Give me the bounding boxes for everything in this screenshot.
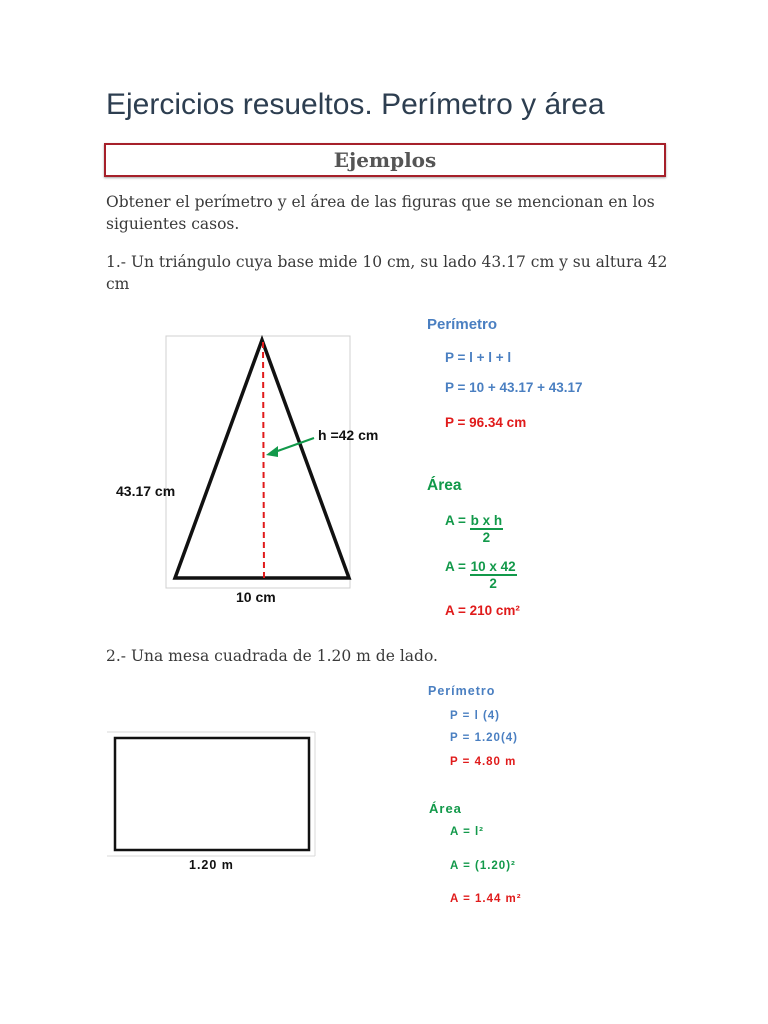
ex1-perimetro-formula: P = l + l + l — [445, 350, 512, 365]
example2-statement: 2.- Una mesa cuadrada de 1.20 m de lado. — [106, 647, 438, 665]
ex1-area-substitution — [445, 559, 517, 592]
ex1-area-heading: Área — [427, 477, 462, 494]
section-heading: Ejemplos — [333, 148, 437, 172]
section-heading-box — [104, 143, 666, 177]
triangle-base-label: 10 cm — [236, 589, 276, 605]
ex1-area-numerator: b x h — [470, 513, 503, 528]
triangle-height-line — [263, 342, 264, 578]
ex1-area-result: A = 210 cm² — [445, 603, 520, 618]
triangle-image-frame — [166, 336, 350, 588]
ex2-area-formula: A = l² — [450, 826, 485, 838]
ex1-area-sub-denominator: 2 — [489, 576, 497, 591]
ex1-area-substitution-prefix: A = — [445, 559, 470, 574]
ex1-area-formula — [445, 513, 503, 546]
ex1-perimetro-substitution: P = 10 + 43.17 + 43.17 — [445, 380, 583, 395]
square-figure — [105, 730, 320, 875]
page-title: Ejercicios resueltos. Perímetro y área — [106, 88, 605, 121]
height-arrow-line — [272, 438, 314, 453]
ex1-perimetro-heading: Perímetro — [427, 316, 498, 333]
ex1-area-denominator: 2 — [482, 530, 491, 545]
ex2-perimetro-heading: Perímetro — [428, 684, 496, 698]
ex1-perimetro-result: P = 96.34 cm — [445, 415, 527, 430]
ex1-area-fraction — [470, 513, 504, 546]
intro-paragraph: Obtener el perímetro y el área de las figuras que se mencionan en los siguientes casos. — [106, 193, 655, 233]
triangle-figure — [108, 330, 408, 610]
triangle-side-label: 43.17 cm — [116, 483, 176, 499]
ex2-area-substitution: A = (1.20)² — [450, 860, 516, 872]
square-shape — [115, 738, 309, 850]
square-side-label: 1.20 m — [189, 858, 234, 872]
triangle-height-label: h =42 cm — [318, 427, 379, 443]
example1-statement: 1.- Un triángulo cuya base mide 10 cm, su lado 43.17 cm y su altura 42 cm — [106, 253, 668, 293]
ex2-area-heading: Área — [429, 801, 462, 816]
height-arrow-icon — [266, 446, 278, 457]
ex2-perimetro-substitution: P = 1.20(4) — [450, 732, 519, 744]
ex2-area-result: A = 1.44 m² — [450, 893, 522, 905]
ex1-area-sub-fraction — [470, 559, 517, 592]
ex1-area-formula-prefix: A = — [445, 513, 470, 528]
ex1-area-sub-numerator: 10 x 42 — [470, 559, 516, 574]
ex2-perimetro-result: P = 4.80 m — [450, 756, 517, 768]
ex2-perimetro-formula: P = l (4) — [450, 710, 501, 722]
triangle-shape — [175, 340, 349, 578]
